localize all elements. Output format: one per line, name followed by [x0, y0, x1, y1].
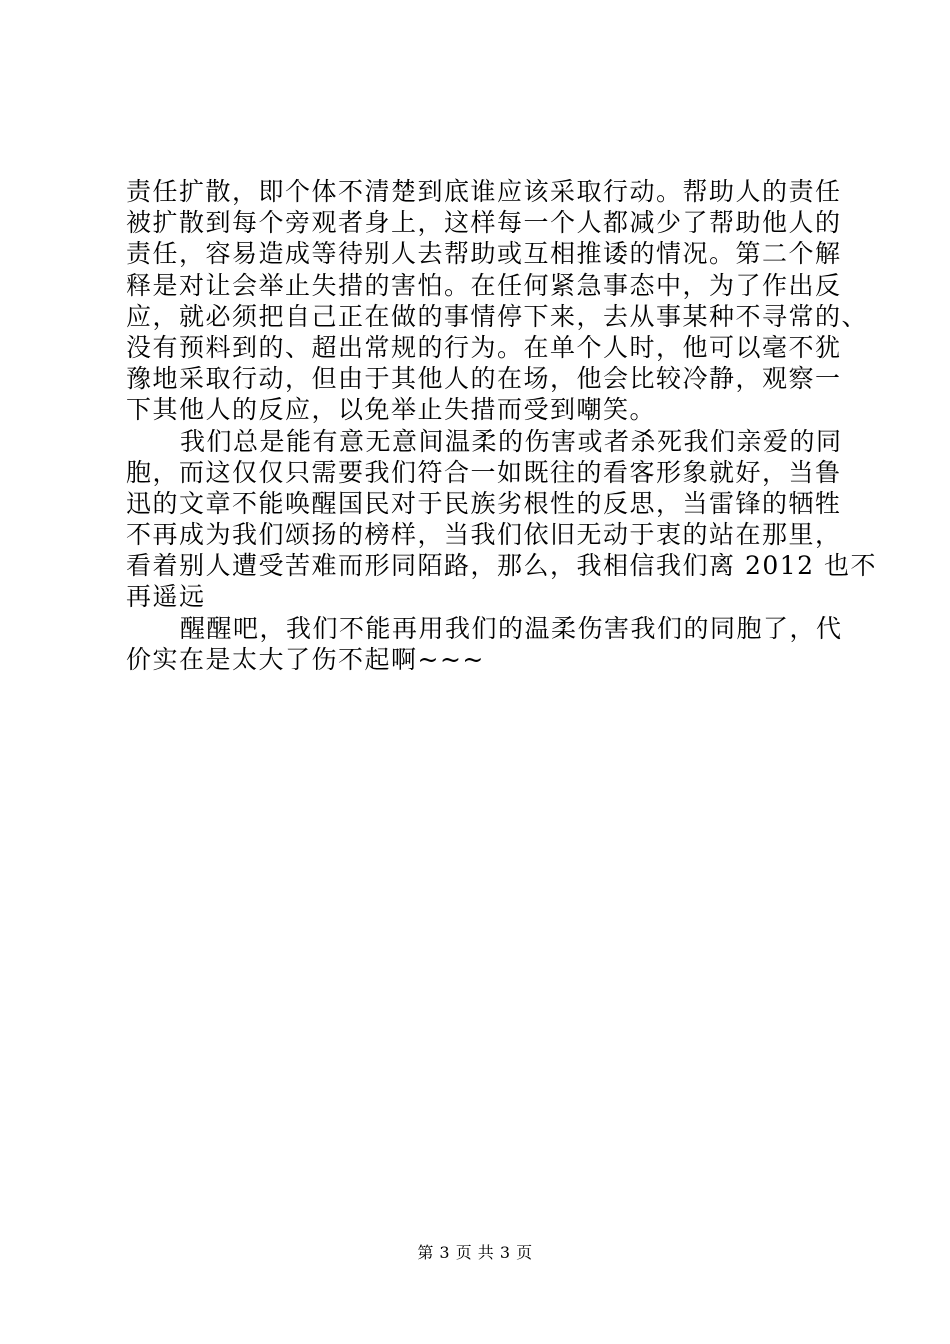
text-line: 应，就必须把自己正在做的事情停下来，去从事某种不寻常的、	[126, 301, 869, 331]
text-line: 下其他人的反应，以免举止失措而受到嘲笑。	[126, 395, 657, 425]
text-line: 迅的文章不能唤醒国民对于民族劣根性的反思，当雷锋的牺牲	[126, 488, 842, 518]
text-line: 价实在是太大了伤不起啊~~~	[126, 644, 485, 674]
text-line: 看着别人遭受苦难而形同陌路，那么，我相信我们离 2012 也不	[126, 551, 878, 581]
text-line: 释是对让会举止失措的害怕。在任何紧急事态中，为了作出反	[126, 270, 842, 300]
page-number-footer: 第 3 页 共 3 页	[417, 1243, 533, 1262]
text-line: 不再成为我们颂扬的榜样，当我们依旧无动于衷的站在那里，	[126, 520, 842, 550]
paragraph-responsibility-diffusion	[126, 176, 869, 426]
text-line: 再遥远	[126, 582, 206, 612]
text-line: 胞，而这仅仅只需要我们符合一如既往的看客形象就好，当鲁	[126, 457, 842, 487]
paragraph-bystander-reflection	[126, 426, 878, 613]
text-line: 责任扩散，即个体不清楚到底谁应该采取行动。帮助人的责任	[126, 177, 842, 206]
text-line: 没有预料到的、超出常规的行为。在单个人时，他可以毫不犹	[126, 332, 842, 362]
text-line: 我们总是能有意无意间温柔的伤害或者杀死我们亲爱的同	[180, 426, 843, 456]
document-body	[126, 176, 878, 675]
text-line: 被扩散到每个旁观者身上，这样每一个人都减少了帮助他人的	[126, 208, 842, 238]
text-line: 责任，容易造成等待别人去帮助或互相推诿的情况。第二个解	[126, 239, 842, 269]
paragraph-wake-up	[126, 613, 843, 675]
text-line: 豫地采取行动，但由于其他人的在场，他会比较冷静，观察一	[126, 364, 842, 394]
text-line: 醒醒吧，我们不能再用我们的温柔伤害我们的同胞了，代	[180, 613, 843, 643]
